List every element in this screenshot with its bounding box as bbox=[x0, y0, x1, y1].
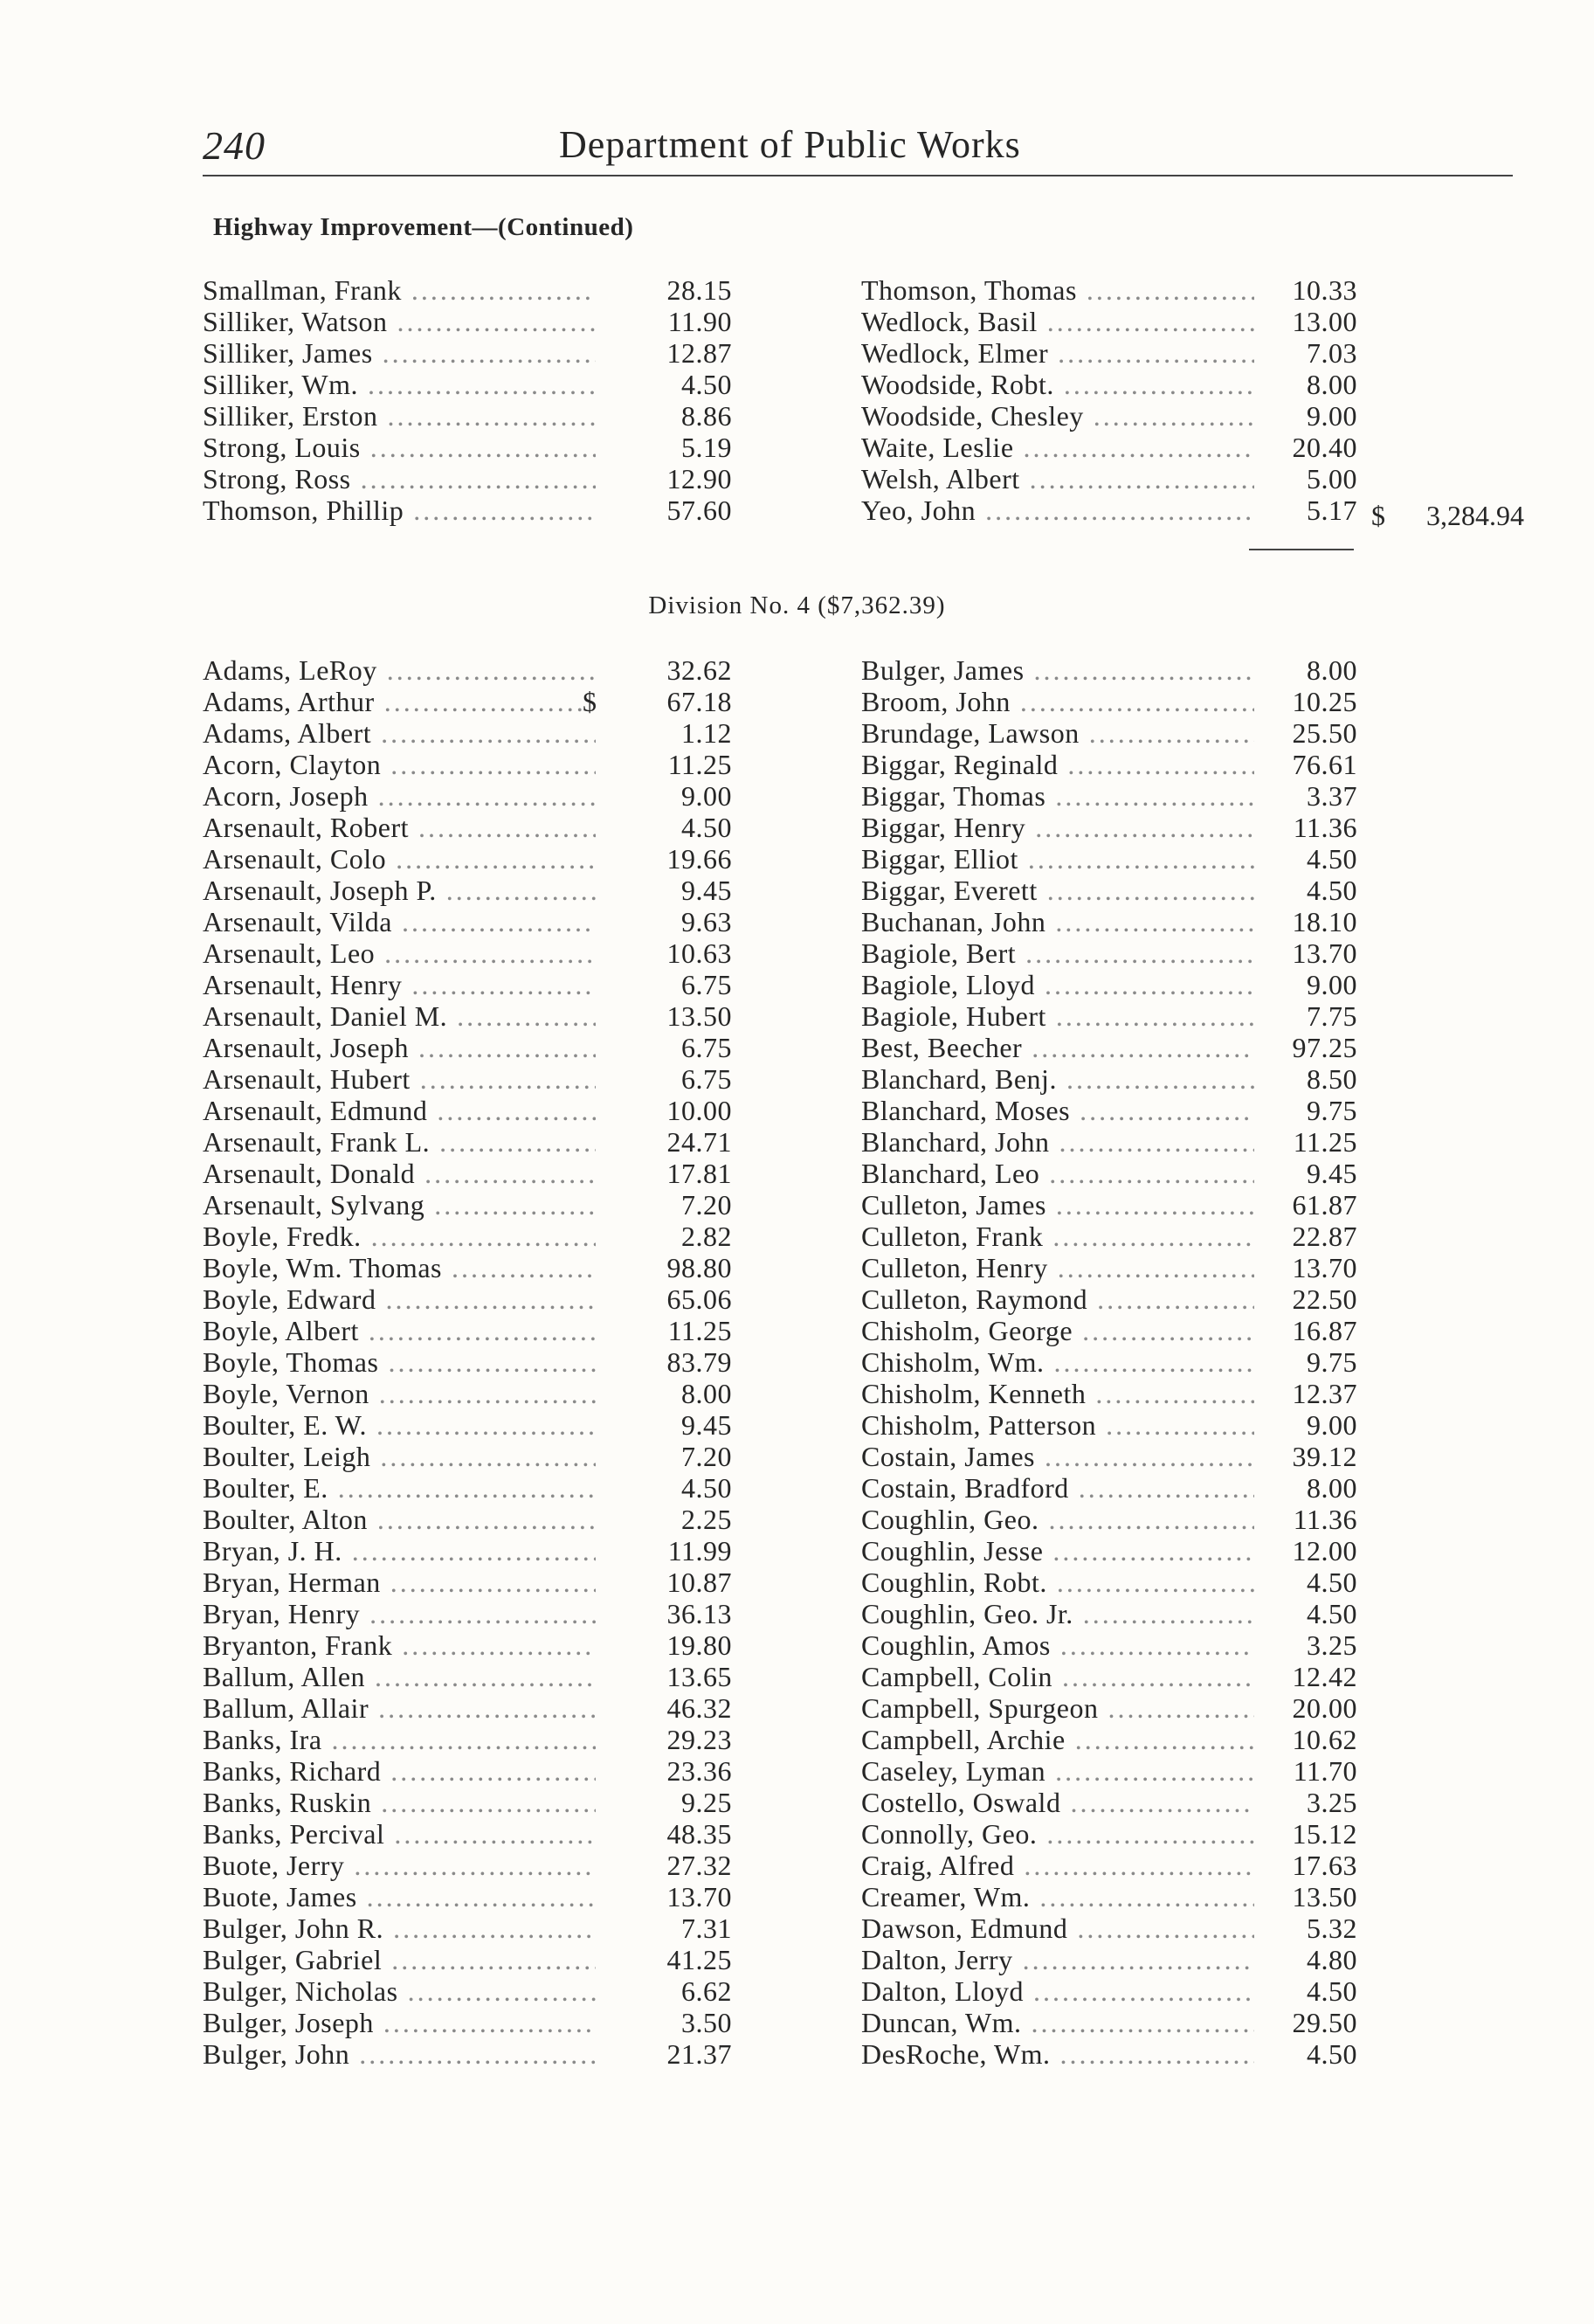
entry-amount bbox=[861, 306, 1357, 337]
entry-amount bbox=[861, 432, 1357, 463]
entry-name: Costello, Oswald ..... bbox=[861, 1787, 1254, 1818]
entry-amount-text: 3.25 bbox=[1307, 1787, 1357, 1818]
entry-name: Boyle, Fredk. ..... bbox=[203, 1221, 596, 1252]
entry-amount: 11.25 bbox=[604, 1315, 732, 1346]
entry-amount-text: 9.75 bbox=[1307, 1095, 1357, 1126]
entry-name: Boyle, Edward ..... bbox=[203, 1283, 596, 1315]
entry-amount: 32.62 bbox=[604, 654, 732, 686]
entry-amount: 21.37 bbox=[604, 2038, 732, 2070]
entry-amount bbox=[861, 1221, 1357, 1252]
entry-amount: 9.63 bbox=[604, 906, 732, 937]
entry-amount: 4.50 bbox=[604, 1472, 732, 1504]
entry-amount: 7.20 bbox=[604, 1189, 732, 1221]
entry-amount-text: 13.50 bbox=[1292, 1881, 1357, 1912]
entry-name: Biggar, Henry ..... bbox=[861, 812, 1254, 843]
entry-name: Bryanton, Frank ..... bbox=[203, 1629, 596, 1661]
entry-amount bbox=[861, 1724, 1357, 1755]
entry-amount-text: 9.00 bbox=[1307, 400, 1357, 432]
entry-name: Brundage, Lawson ..... bbox=[861, 717, 1254, 749]
entry-amount-text: 4.50 bbox=[1307, 1567, 1357, 1598]
entry-name: Arsenault, Donald ..... bbox=[203, 1158, 596, 1189]
entry-name: Bulger, John R. ..... bbox=[203, 1912, 596, 1944]
entry-amount-text: 16.87 bbox=[1292, 1315, 1357, 1346]
entry-name: Boulter, Alton ..... bbox=[203, 1504, 596, 1535]
entry-amount: 12.87 bbox=[604, 337, 732, 369]
entry-amount bbox=[861, 780, 1357, 812]
entry-name: Campbell, Spurgeon ..... bbox=[861, 1692, 1254, 1724]
entry-amount-text: 7.75 bbox=[1307, 1000, 1357, 1032]
entry-amount: 23.36 bbox=[604, 1755, 732, 1787]
entry-name: Bryan, J. H. ..... bbox=[203, 1535, 596, 1567]
entry-amount bbox=[861, 1315, 1357, 1346]
entry-amount bbox=[861, 749, 1357, 780]
entry-amount: 5.19 bbox=[604, 432, 732, 463]
entry-name: Arsenault, Frank L. ..... bbox=[203, 1126, 596, 1158]
entry-amount-text: 10.25 bbox=[1292, 686, 1357, 717]
entry-name: Biggar, Reginald ..... bbox=[861, 749, 1254, 780]
entry-amount-text: 4.50 bbox=[1307, 2038, 1357, 2070]
entry-name: Blanchard, Leo ..... bbox=[861, 1158, 1254, 1189]
entry-amount-text: 5.17 bbox=[1307, 495, 1357, 526]
entry-amount bbox=[861, 1881, 1357, 1912]
entry-name: Silliker, Watson ..... bbox=[203, 306, 596, 337]
entry-amount: 67.18 bbox=[604, 686, 732, 717]
entry-amount-text: 3.37 bbox=[1307, 780, 1357, 812]
entry-amount bbox=[861, 969, 1357, 1000]
entry-name: Best, Beecher ..... bbox=[861, 1032, 1254, 1063]
entry-amount-text: 11.36 bbox=[1293, 1504, 1357, 1535]
section-heading: Highway Improvement—(Continued) bbox=[213, 213, 634, 241]
entry-name: Caseley, Lyman ..... bbox=[861, 1755, 1254, 1787]
entry-amount: 24.71 bbox=[604, 1126, 732, 1158]
entry-amount bbox=[861, 1032, 1357, 1063]
entry-amount: 3.50 bbox=[604, 2007, 732, 2038]
entry-amount: 8.86 bbox=[604, 400, 732, 432]
entry-name: Biggar, Thomas ..... bbox=[861, 780, 1254, 812]
entry-name: Boyle, Albert ..... bbox=[203, 1315, 596, 1346]
entry-name: Arsenault, Henry ..... bbox=[203, 969, 596, 1000]
entry-amount bbox=[861, 2038, 1357, 2070]
entry-name: Woodside, Robt. ..... bbox=[861, 369, 1254, 400]
entry-amount: 12.90 bbox=[604, 463, 732, 495]
entry-name: Bagiole, Bert ..... bbox=[861, 937, 1254, 969]
entry-amount bbox=[861, 686, 1357, 717]
entry-amount: 13.70 bbox=[604, 1881, 732, 1912]
entry-name: Coughlin, Geo. ..... bbox=[861, 1504, 1254, 1535]
entry-amount bbox=[861, 717, 1357, 749]
entry-amount bbox=[861, 1629, 1357, 1661]
entry-amount: 48.35 bbox=[604, 1818, 732, 1850]
entry-name: Arsenault, Joseph ..... bbox=[203, 1032, 596, 1063]
entry-name: Dalton, Lloyd ..... bbox=[861, 1975, 1254, 2007]
total-rule bbox=[1249, 549, 1354, 550]
entry-amount-text: 7.03 bbox=[1307, 337, 1357, 369]
entry-name: Yeo, John ..... bbox=[861, 495, 1254, 526]
entry-amount bbox=[861, 400, 1357, 432]
entry-amount bbox=[861, 843, 1357, 875]
entry-amount-text: 13.70 bbox=[1292, 937, 1357, 969]
entry-amount-text: 10.33 bbox=[1292, 274, 1357, 306]
entry-name: Ballum, Allair ..... bbox=[203, 1692, 596, 1724]
entry-name: Smallman, Frank ..... bbox=[203, 274, 596, 306]
entry-amount-text: 8.50 bbox=[1307, 1063, 1357, 1095]
entry-amount: 2.82 bbox=[604, 1221, 732, 1252]
entry-name: Culleton, Raymond ..... bbox=[861, 1283, 1254, 1315]
entry-amount: 10.00 bbox=[604, 1095, 732, 1126]
entry-amount bbox=[861, 1000, 1357, 1032]
entry-amount: 7.20 bbox=[604, 1441, 732, 1472]
entry-amount-text: 4.50 bbox=[1307, 1975, 1357, 2007]
entry-amount bbox=[861, 369, 1357, 400]
entry-name: Arsenault, Hubert ..... bbox=[203, 1063, 596, 1095]
entry-amount bbox=[861, 1850, 1357, 1881]
entry-amount-text: 5.00 bbox=[1307, 463, 1357, 495]
entry-name: Culleton, James ..... bbox=[861, 1189, 1254, 1221]
entry-amount-text: 61.87 bbox=[1292, 1189, 1357, 1221]
entry-amount-text: 9.75 bbox=[1307, 1346, 1357, 1378]
entry-amount-text: 8.00 bbox=[1307, 654, 1357, 686]
entry-name: Bryan, Henry ..... bbox=[203, 1598, 596, 1629]
entry-name: Coughlin, Robt. ..... bbox=[861, 1567, 1254, 1598]
entry-amount: 6.62 bbox=[604, 1975, 732, 2007]
entry-name: Buchanan, John ..... bbox=[861, 906, 1254, 937]
entry-name: Acorn, Joseph ..... bbox=[203, 780, 596, 812]
entry-amount bbox=[861, 1378, 1357, 1409]
entry-amount: 19.80 bbox=[604, 1629, 732, 1661]
entry-amount-text: 8.00 bbox=[1307, 369, 1357, 400]
entry-name: Silliker, Wm. ..... bbox=[203, 369, 596, 400]
entry-name: Arsenault, Leo ..... bbox=[203, 937, 596, 969]
entry-name: Arsenault, Colo ..... bbox=[203, 843, 596, 875]
entry-name: Strong, Ross ..... bbox=[203, 463, 596, 495]
entry-amount-text: 22.87 bbox=[1292, 1221, 1357, 1252]
entry-name: Coughlin, Amos ..... bbox=[861, 1629, 1254, 1661]
entry-amount-text: 10.62 bbox=[1292, 1724, 1357, 1755]
entry-name: Bagiole, Hubert ..... bbox=[861, 1000, 1254, 1032]
entry-amount-text: 9.00 bbox=[1307, 969, 1357, 1000]
entry-name: Arsenault, Sylvang ..... bbox=[203, 1189, 596, 1221]
entry-amount bbox=[861, 1504, 1357, 1535]
entry-name: Boulter, E. ..... bbox=[203, 1472, 596, 1504]
entry-name: Campbell, Colin ..... bbox=[861, 1661, 1254, 1692]
entry-name: Chisholm, George ..... bbox=[861, 1315, 1254, 1346]
entry-amount: 2.25 bbox=[604, 1504, 732, 1535]
entry-name: Blanchard, Moses ..... bbox=[861, 1095, 1254, 1126]
entry-name: Banks, Ruskin ..... bbox=[203, 1787, 596, 1818]
entry-amount-text: 13.00 bbox=[1292, 306, 1357, 337]
entry-amount-text: 18.10 bbox=[1292, 906, 1357, 937]
entry-name: Strong, Louis ..... bbox=[203, 432, 596, 463]
entry-name: Adams, Albert ..... bbox=[203, 717, 596, 749]
entry-amount-text: 8.00 bbox=[1307, 1472, 1357, 1504]
entry-amount: 11.25 bbox=[604, 749, 732, 780]
entry-currency: $ bbox=[583, 686, 609, 717]
entry-amount: 83.79 bbox=[604, 1346, 732, 1378]
entry-name: Thomson, Phillip ..... bbox=[203, 495, 596, 526]
total-currency: $ bbox=[1371, 500, 1385, 531]
entry-amount bbox=[861, 1755, 1357, 1787]
entry-amount: 10.63 bbox=[604, 937, 732, 969]
entry-amount-text: 13.70 bbox=[1292, 1252, 1357, 1283]
entry-amount bbox=[861, 1944, 1357, 1975]
entry-amount: 8.00 bbox=[604, 1378, 732, 1409]
entry-amount-text: 76.61 bbox=[1292, 749, 1357, 780]
entry-amount bbox=[861, 654, 1357, 686]
entry-amount bbox=[861, 274, 1357, 306]
entry-name: Culleton, Henry ..... bbox=[861, 1252, 1254, 1283]
entry-name: Welsh, Albert ..... bbox=[861, 463, 1254, 495]
entry-amount: 28.15 bbox=[604, 274, 732, 306]
entry-name: Duncan, Wm. ..... bbox=[861, 2007, 1254, 2038]
entry-name: Buote, James ..... bbox=[203, 1881, 596, 1912]
entry-amount: 4.50 bbox=[604, 812, 732, 843]
entry-name: Wedlock, Elmer ..... bbox=[861, 337, 1254, 369]
entry-name: Waite, Leslie ..... bbox=[861, 432, 1254, 463]
entry-amount-text: 11.25 bbox=[1293, 1126, 1357, 1158]
entry-name: Biggar, Elliot ..... bbox=[861, 843, 1254, 875]
entry-amount bbox=[861, 1818, 1357, 1850]
entry-amount bbox=[861, 1252, 1357, 1283]
entry-amount bbox=[861, 1472, 1357, 1504]
entry-amount-text: 29.50 bbox=[1292, 2007, 1357, 2038]
entry-amount-text: 39.12 bbox=[1292, 1441, 1357, 1472]
entry-name: Bulger, John ..... bbox=[203, 2038, 596, 2070]
entry-amount: 17.81 bbox=[604, 1158, 732, 1189]
entry-name: Boyle, Wm. Thomas ..... bbox=[203, 1252, 596, 1283]
entry-name: Biggar, Everett ..... bbox=[861, 875, 1254, 906]
entry-name: Coughlin, Jesse ..... bbox=[861, 1535, 1254, 1567]
entry-name: Bryan, Herman ..... bbox=[203, 1567, 596, 1598]
entry-amount: 27.32 bbox=[604, 1850, 732, 1881]
entry-name: Chisholm, Patterson ..... bbox=[861, 1409, 1254, 1441]
entry-amount: 6.75 bbox=[604, 969, 732, 1000]
entry-name: Boyle, Vernon ..... bbox=[203, 1378, 596, 1409]
entry-amount bbox=[861, 1567, 1357, 1598]
entry-amount bbox=[861, 1189, 1357, 1221]
entry-amount-text: 5.32 bbox=[1307, 1912, 1357, 1944]
header-rule bbox=[203, 175, 1513, 176]
entry-name: Connolly, Geo. ..... bbox=[861, 1818, 1254, 1850]
entry-name: Blanchard, Benj. ..... bbox=[861, 1063, 1254, 1095]
entry-amount bbox=[861, 1787, 1357, 1818]
page-title: Department of Public Works bbox=[559, 123, 1021, 166]
entry-amount: 36.13 bbox=[604, 1598, 732, 1629]
entry-amount-text: 4.50 bbox=[1307, 1598, 1357, 1629]
entry-amount-text: 25.50 bbox=[1292, 717, 1357, 749]
entry-name: Arsenault, Joseph P. ..... bbox=[203, 875, 596, 906]
entry-name: Silliker, James ..... bbox=[203, 337, 596, 369]
entry-amount-text: 3.25 bbox=[1307, 1629, 1357, 1661]
entry-name: Bulger, Gabriel ..... bbox=[203, 1944, 596, 1975]
entry-amount bbox=[861, 1063, 1357, 1095]
entry-name: Bulger, James ..... bbox=[861, 654, 1254, 686]
entry-name: Acorn, Clayton ..... bbox=[203, 749, 596, 780]
entry-name: Creamer, Wm. ..... bbox=[861, 1881, 1254, 1912]
entry-name: Campbell, Archie ..... bbox=[861, 1724, 1254, 1755]
entry-amount bbox=[861, 495, 1357, 526]
entry-amount-text: 4.50 bbox=[1307, 843, 1357, 875]
entry-name: Bulger, Joseph ..... bbox=[203, 2007, 596, 2038]
entry-amount bbox=[861, 1912, 1357, 1944]
entry-amount-text: 12.00 bbox=[1292, 1535, 1357, 1567]
entry-name: Wedlock, Basil ..... bbox=[861, 306, 1254, 337]
entry-name: Arsenault, Robert ..... bbox=[203, 812, 596, 843]
entry-name: Costain, James ..... bbox=[861, 1441, 1254, 1472]
entry-name: DesRoche, Wm. ..... bbox=[861, 2038, 1254, 2070]
entry-amount: 46.32 bbox=[604, 1692, 732, 1724]
entry-name: Blanchard, John ..... bbox=[861, 1126, 1254, 1158]
entry-amount-text: 11.70 bbox=[1293, 1755, 1357, 1787]
entry-amount bbox=[861, 1126, 1357, 1158]
entry-amount bbox=[861, 1409, 1357, 1441]
entry-name: Woodside, Chesley ..... bbox=[861, 400, 1254, 432]
entry-amount: 19.66 bbox=[604, 843, 732, 875]
entry-amount bbox=[861, 937, 1357, 969]
entry-name: Thomson, Thomas ..... bbox=[861, 274, 1254, 306]
entry-amount: 9.25 bbox=[604, 1787, 732, 1818]
entry-amount: 9.45 bbox=[604, 875, 732, 906]
entry-name: Bulger, Nicholas ..... bbox=[203, 1975, 596, 2007]
entry-amount-text: 4.50 bbox=[1307, 875, 1357, 906]
entry-amount bbox=[861, 1441, 1357, 1472]
entry-amount bbox=[861, 1095, 1357, 1126]
entry-amount bbox=[861, 1346, 1357, 1378]
entry-amount-text: 15.12 bbox=[1292, 1818, 1357, 1850]
entry-amount-text: 9.00 bbox=[1307, 1409, 1357, 1441]
entry-amount bbox=[861, 1535, 1357, 1567]
entry-amount-text: 17.63 bbox=[1292, 1850, 1357, 1881]
entry-name: Costain, Bradford ..... bbox=[861, 1472, 1254, 1504]
entry-amount: 11.99 bbox=[604, 1535, 732, 1567]
page-header bbox=[0, 0, 1594, 192]
entry-name: Boulter, E. W. ..... bbox=[203, 1409, 596, 1441]
entry-name: Buote, Jerry ..... bbox=[203, 1850, 596, 1881]
entry-name: Chisholm, Wm. ..... bbox=[861, 1346, 1254, 1378]
entry-amount: 98.80 bbox=[604, 1252, 732, 1283]
entry-amount: 9.00 bbox=[604, 780, 732, 812]
entry-amount: 29.23 bbox=[604, 1724, 732, 1755]
entry-amount: 4.50 bbox=[604, 369, 732, 400]
entry-amount bbox=[861, 337, 1357, 369]
entry-name: Arsenault, Vilda ..... bbox=[203, 906, 596, 937]
entry-name: Dawson, Edmund ..... bbox=[861, 1912, 1254, 1944]
entry-amount: 41.25 bbox=[604, 1944, 732, 1975]
entry-name: Coughlin, Geo. Jr. ..... bbox=[861, 1598, 1254, 1629]
entry-name: Arsenault, Edmund ..... bbox=[203, 1095, 596, 1126]
entry-name: Chisholm, Kenneth ..... bbox=[861, 1378, 1254, 1409]
entry-amount-text: 4.80 bbox=[1307, 1944, 1357, 1975]
entry-amount bbox=[861, 906, 1357, 937]
entry-amount bbox=[861, 463, 1357, 495]
entry-amount bbox=[861, 1661, 1357, 1692]
entry-amount: 13.50 bbox=[604, 1000, 732, 1032]
entry-name: Broom, John ..... bbox=[861, 686, 1254, 717]
entry-amount: 11.90 bbox=[604, 306, 732, 337]
entry-amount-text: 22.50 bbox=[1292, 1283, 1357, 1315]
entry-amount bbox=[861, 1692, 1357, 1724]
entry-name: Boulter, Leigh ..... bbox=[203, 1441, 596, 1472]
entry-amount: 6.75 bbox=[604, 1063, 732, 1095]
entry-amount bbox=[861, 1598, 1357, 1629]
entry-name: Banks, Ira ..... bbox=[203, 1724, 596, 1755]
entry-amount-text: 9.45 bbox=[1307, 1158, 1357, 1189]
entry-amount bbox=[861, 812, 1357, 843]
entry-amount bbox=[861, 875, 1357, 906]
entry-amount-text: 20.00 bbox=[1292, 1692, 1357, 1724]
entry-name: Ballum, Allen ..... bbox=[203, 1661, 596, 1692]
entry-amount-text: 12.42 bbox=[1292, 1661, 1357, 1692]
entry-name: Culleton, Frank ..... bbox=[861, 1221, 1254, 1252]
total-amount: 3,284.94 bbox=[1426, 500, 1524, 531]
entry-name: Craig, Alfred ..... bbox=[861, 1850, 1254, 1881]
entry-amount: 1.12 bbox=[604, 717, 732, 749]
entry-amount-text: 20.40 bbox=[1292, 432, 1357, 463]
entry-name: Banks, Richard ..... bbox=[203, 1755, 596, 1787]
entry-name: Silliker, Erston ..... bbox=[203, 400, 596, 432]
page-number: 240 bbox=[203, 123, 266, 168]
entry-amount-text: 12.37 bbox=[1292, 1378, 1357, 1409]
entry-name: Dalton, Jerry ..... bbox=[861, 1944, 1254, 1975]
entry-amount: 57.60 bbox=[604, 495, 732, 526]
entry-amount: 6.75 bbox=[604, 1032, 732, 1063]
entry-amount bbox=[861, 1283, 1357, 1315]
entry-amount-text: 11.36 bbox=[1293, 812, 1357, 843]
entry-amount bbox=[861, 1975, 1357, 2007]
entry-amount: 13.65 bbox=[604, 1661, 732, 1692]
entry-amount-text: 97.25 bbox=[1292, 1032, 1357, 1063]
entry-amount: 65.06 bbox=[604, 1283, 732, 1315]
entry-name: Banks, Percival ..... bbox=[203, 1818, 596, 1850]
division-heading: Division No. 4 ($7,362.39) bbox=[648, 591, 946, 619]
entry-amount: 9.45 bbox=[604, 1409, 732, 1441]
entry-name: Adams, Arthur ..... bbox=[203, 686, 596, 717]
entry-amount: 10.87 bbox=[604, 1567, 732, 1598]
entry-name: Bagiole, Lloyd ..... bbox=[861, 969, 1254, 1000]
entry-name: Adams, LeRoy ..... bbox=[203, 654, 596, 686]
entry-amount bbox=[861, 1158, 1357, 1189]
entry-amount: 7.31 bbox=[604, 1912, 732, 1944]
entry-name: Boyle, Thomas ..... bbox=[203, 1346, 596, 1378]
entry-amount bbox=[861, 2007, 1357, 2038]
entry-name: Arsenault, Daniel M. ..... bbox=[203, 1000, 596, 1032]
